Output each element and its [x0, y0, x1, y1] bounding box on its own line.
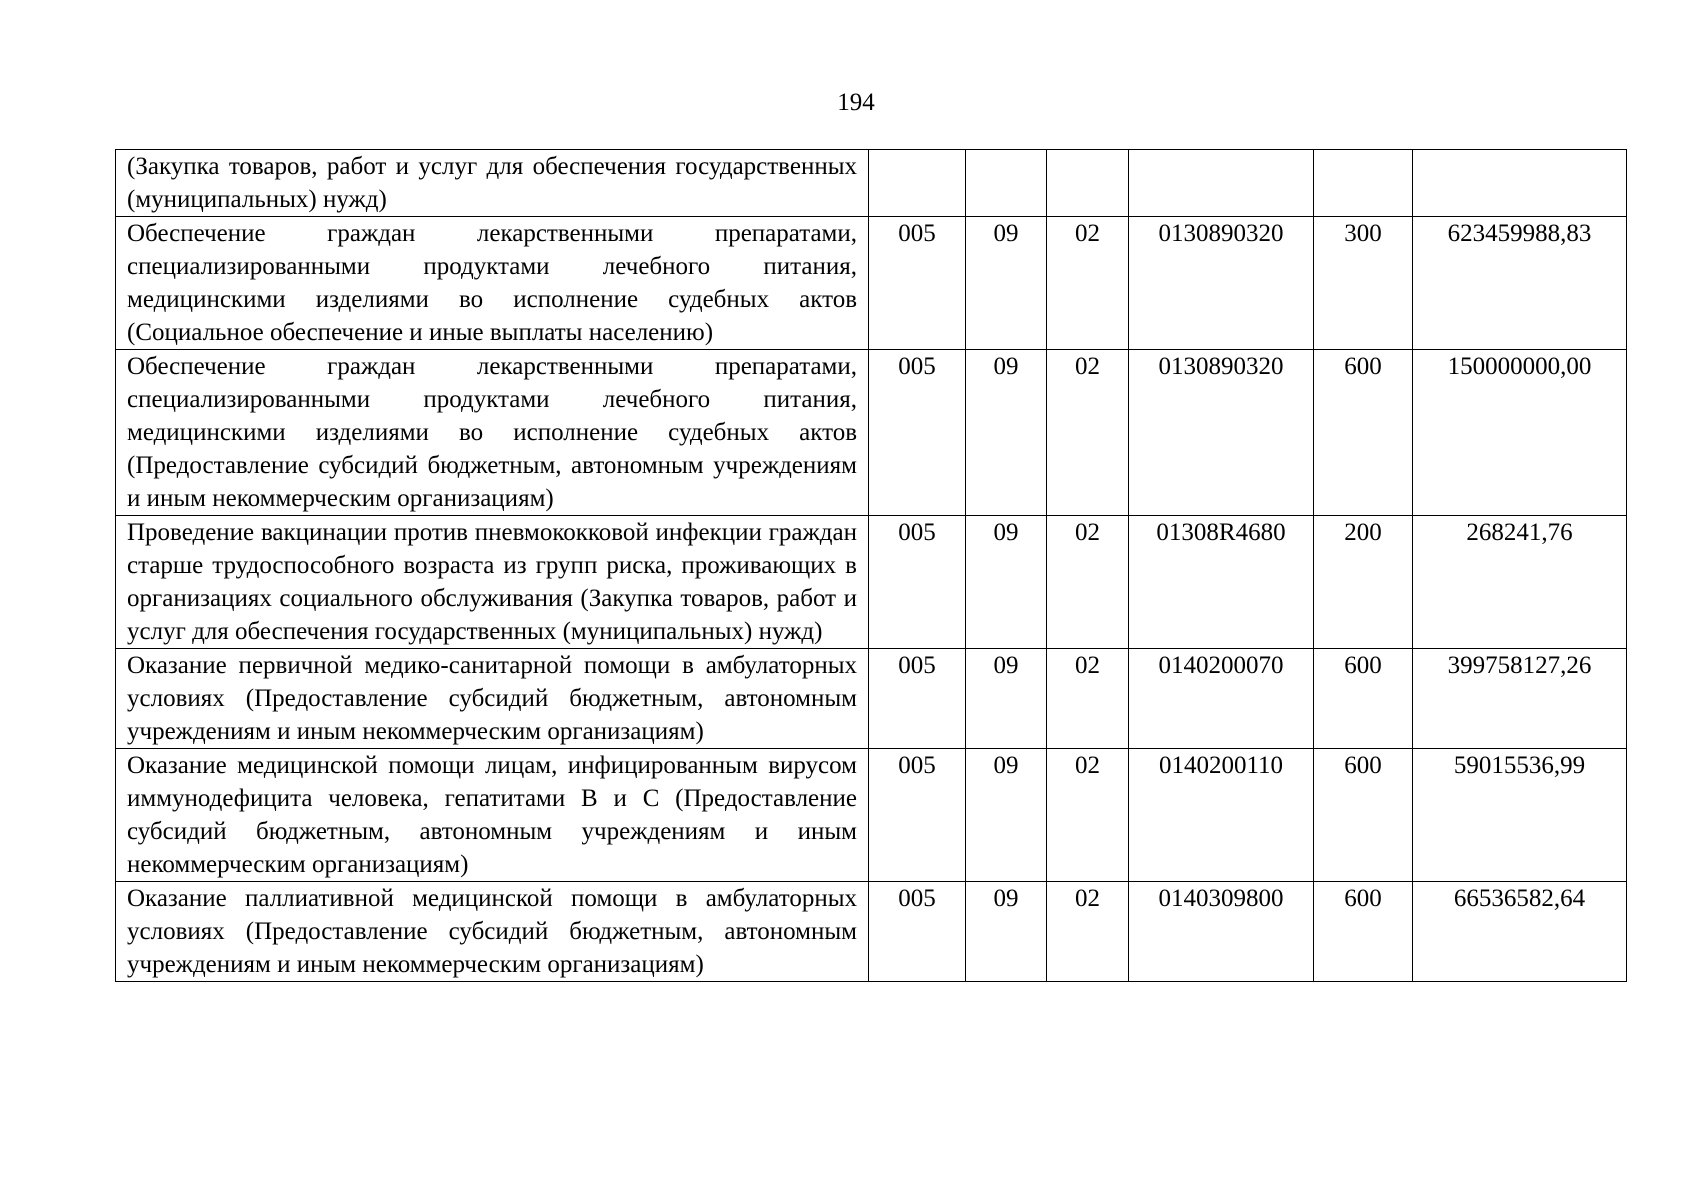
- row-description: Оказание медицинской помощи лицам, инфицированным вирусом иммунодефицита человека, гепатитами B и C (Предоставление субсидий бюджетным, автономным учреждениям и иным некоммерческим организациям): [116, 749, 869, 882]
- row-description: Оказание паллиативной медицинской помощи в амбулаторных условиях (Предоставление субсидий бюджетным, автономным учреждениям и иным некоммерческим организациям): [116, 882, 869, 982]
- section-code: [966, 150, 1047, 217]
- target-article-code: [1129, 150, 1314, 217]
- table-row: [116, 749, 1627, 882]
- budget-table: [115, 149, 1627, 982]
- subsection-code: 02: [1047, 350, 1129, 516]
- target-article-code: 0140309800: [1129, 882, 1314, 982]
- expense-type-code: 600: [1314, 350, 1413, 516]
- row-description: Проведение вакцинации против пневмококковой инфекции граждан старше трудоспособного возраста из групп риска, проживающих в организациях социального обслуживания (Закупка товаров, работ и услуг для обеспечения государственных (муниципальных) нужд): [116, 516, 869, 649]
- grbs-code: 005: [869, 882, 966, 982]
- section-code: 09: [966, 749, 1047, 882]
- table-row: [116, 350, 1627, 516]
- amount-value: [1413, 150, 1627, 217]
- page-number: 194: [837, 89, 875, 116]
- target-article-code: 01308R4680: [1129, 516, 1314, 649]
- grbs-code: 005: [869, 217, 966, 350]
- table-row: [116, 150, 1627, 217]
- table-row: [116, 516, 1627, 649]
- expense-type-code: [1314, 150, 1413, 217]
- section-code: 09: [966, 217, 1047, 350]
- amount-value: 623459988,83: [1413, 217, 1627, 350]
- subsection-code: 02: [1047, 217, 1129, 350]
- row-description: Оказание первичной медико-санитарной помощи в амбулаторных условиях (Предоставление субсидий бюджетным, автономным учреждениям и иным некоммерческим организациям): [116, 649, 869, 749]
- amount-value: 150000000,00: [1413, 350, 1627, 516]
- section-code: 09: [966, 350, 1047, 516]
- grbs-code: 005: [869, 350, 966, 516]
- table-row: [116, 882, 1627, 982]
- expense-type-code: 200: [1314, 516, 1413, 649]
- grbs-code: 005: [869, 516, 966, 649]
- target-article-code: 0140200110: [1129, 749, 1314, 882]
- table-row: [116, 649, 1627, 749]
- amount-value: 268241,76: [1413, 516, 1627, 649]
- amount-value: 399758127,26: [1413, 649, 1627, 749]
- section-code: 09: [966, 882, 1047, 982]
- grbs-code: 005: [869, 749, 966, 882]
- amount-value: 66536582,64: [1413, 882, 1627, 982]
- target-article-code: 0130890320: [1129, 350, 1314, 516]
- grbs-code: [869, 150, 966, 217]
- subsection-code: [1047, 150, 1129, 217]
- row-description: (Закупка товаров, работ и услуг для обеспечения государственных (муниципальных) нужд): [116, 150, 869, 217]
- grbs-code: 005: [869, 649, 966, 749]
- target-article-code: 0130890320: [1129, 217, 1314, 350]
- subsection-code: 02: [1047, 749, 1129, 882]
- expense-type-code: 600: [1314, 749, 1413, 882]
- expense-type-code: 600: [1314, 649, 1413, 749]
- expense-type-code: 300: [1314, 217, 1413, 350]
- row-description: Обеспечение граждан лекарственными препаратами, специализированными продуктами лечебного питания, медицинскими изделиями во исполнение судебных актов (Предоставление субсидий бюджетным, автономным учреждениям и иным некоммерческим организациям): [116, 350, 869, 516]
- section-code: 09: [966, 516, 1047, 649]
- subsection-code: 02: [1047, 882, 1129, 982]
- amount-value: 59015536,99: [1413, 749, 1627, 882]
- subsection-code: 02: [1047, 516, 1129, 649]
- table-row: [116, 217, 1627, 350]
- target-article-code: 0140200070: [1129, 649, 1314, 749]
- subsection-code: 02: [1047, 649, 1129, 749]
- expense-type-code: 600: [1314, 882, 1413, 982]
- section-code: 09: [966, 649, 1047, 749]
- row-description: Обеспечение граждан лекарственными препаратами, специализированными продуктами лечебного питания, медицинскими изделиями во исполнение судебных актов (Социальное обеспечение и иные выплаты населению): [116, 217, 869, 350]
